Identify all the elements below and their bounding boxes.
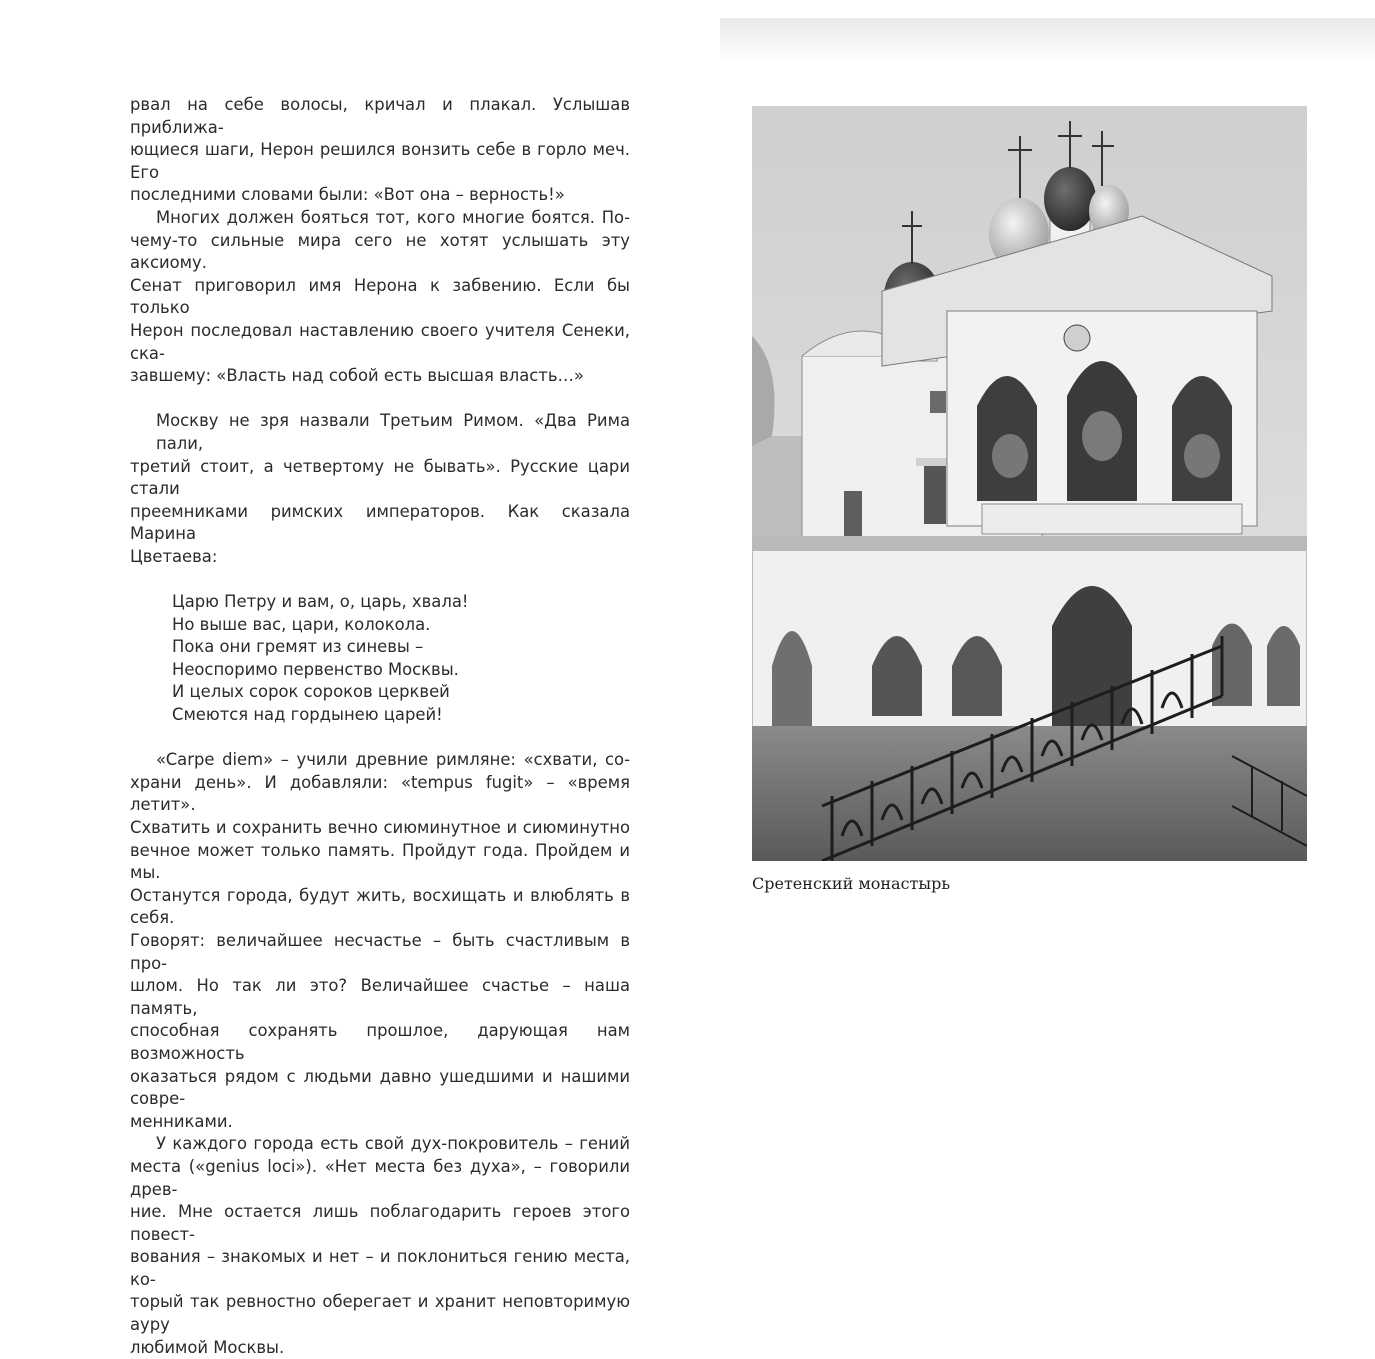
text-line: вования – знакомых и нет – и поклониться гению места, ко- <box>130 1247 630 1289</box>
poem-line: Царю Петру и вам, о, царь, хвала! <box>172 592 469 612</box>
scan-shadow <box>720 18 1375 64</box>
text-line: завшему: «Власть над собой есть высшая власть…» <box>130 366 584 386</box>
text-line: третий стоит, а четвертому не бывать». Русские цари стали <box>130 456 630 499</box>
poem-line: Смеются над гордынею царей! <box>172 705 443 725</box>
text-line: ющиеся шаги, Нерон решился вонзить себе в горло меч. Его <box>130 140 630 182</box>
paragraph-2 <box>130 207 630 388</box>
text-line: торый так ревностно оберегает и хранит неповторимую ауру <box>130 1292 630 1335</box>
text-line: преемниками римских императоров. Как сказала Марина <box>130 501 630 544</box>
text-line: менниками. <box>130 1111 233 1131</box>
text-line: Цветаева: <box>130 546 218 566</box>
text-line: храни день». И добавляли: «tempus fugit» – «время летит». <box>130 772 630 815</box>
poem-line: И целых сорок сороков церквей <box>172 682 450 702</box>
text-line: У каждого города есть свой дух-покровитель – гений <box>156 1134 630 1154</box>
text-line: последними словами были: «Вот она – верность!» <box>130 185 565 205</box>
poem-stanza <box>130 591 630 727</box>
text-line: рвал на себе волосы, кричал и плакал. Услышав приближа- <box>130 95 630 137</box>
paragraph-1 <box>130 94 630 207</box>
text-column <box>130 94 630 1359</box>
monastery-photo <box>752 106 1307 861</box>
text-line: Говорят: величайшее несчастье – быть счастливым в про- <box>130 930 630 973</box>
paragraph-5 <box>130 1133 630 1359</box>
text-line: вечное может только память. Пройдут года. Пройдем и мы. <box>130 840 630 883</box>
text-line: ние. Мне остается лишь поблагодарить героев этого повест- <box>130 1202 630 1244</box>
poem-line: Неоспоримо первенство Москвы. <box>172 659 459 679</box>
paragraph-4 <box>130 749 630 1133</box>
paragraph-3 <box>130 410 630 568</box>
text-line: любимой Москвы. <box>130 1337 285 1357</box>
text-line: шлом. Но так ли это? Величайшее счастье – наша память, <box>130 976 630 1018</box>
text-line: Схватить и сохранить вечно сиюминутное и сиюминутно <box>130 818 630 837</box>
text-line: Нерон последовал наставлению своего учителя Сенеки, ска- <box>130 320 630 363</box>
text-line: «Carpe diem» – учили древние римляне: «схвати, со- <box>156 750 630 770</box>
text-line: Сенат приговорил имя Нерона к забвению. Если бы только <box>130 275 630 318</box>
poem-line: Но выше вас, цари, колокола. <box>172 614 431 634</box>
text-line: Останутся города, будут жить, восхищать и влюблять в себя. <box>130 885 630 928</box>
photo-caption: Сретенский монастырь <box>752 874 951 893</box>
text-line: места («genius loci»). «Нет места без духа», – говорили древ- <box>130 1156 630 1199</box>
text-line: чему-то сильные мира сего не хотят услышать эту аксиому. <box>130 230 630 273</box>
text-line: Многих должен бояться тот, кого многие боятся. По- <box>156 207 630 227</box>
text-line: способная сохранять прошлое, дарующая нам возможность <box>130 1021 630 1063</box>
text-line: оказаться рядом с людьми давно ушедшими и нашими совре- <box>130 1066 630 1109</box>
poem-line: Пока они гремят из синевы – <box>172 637 424 657</box>
text-line: Москву не зря назвали Третьим Римом. «Два Рима пали, <box>156 411 630 453</box>
